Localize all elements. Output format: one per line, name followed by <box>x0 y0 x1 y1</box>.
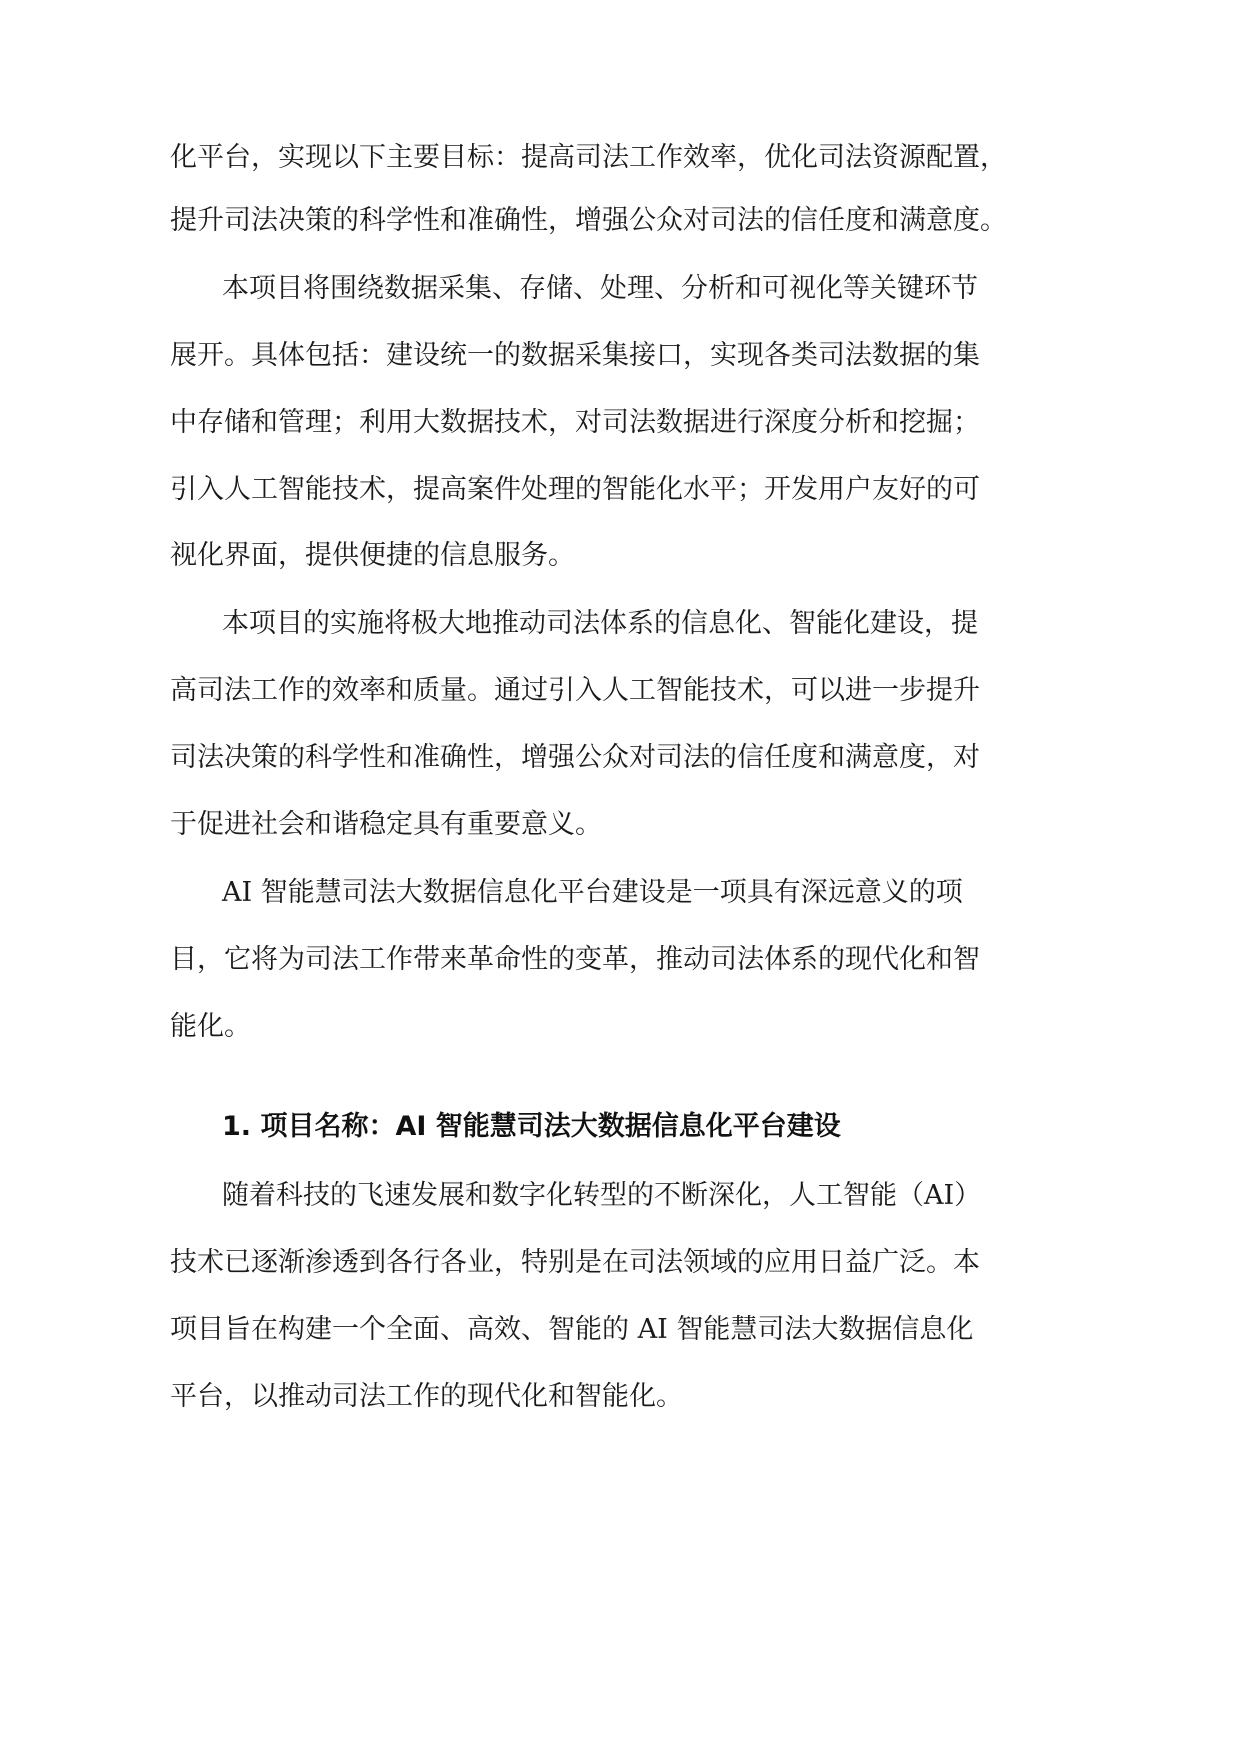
paragraph-line: 视化界面，提供便捷的信息服务。 <box>170 540 575 571</box>
paragraph-line: 化平台，实现以下主要目标：提高司法工作效率，优化司法资源配置， <box>170 142 1007 173</box>
paragraph-line: AI 智能慧司法大数据信息化平台建设是一项具有深远意义的项 <box>222 877 963 908</box>
paragraph-line: 于促进社会和谐稳定具有重要意义。 <box>170 809 602 840</box>
paragraph-line: 高司法工作的效率和质量。通过引入人工智能技术，可以进一步提升 <box>170 675 980 706</box>
paragraph-line: 目，它将为司法工作带来革命性的变革，推动司法体系的现代化和智 <box>170 944 980 975</box>
paragraph-line: 中存储和管理；利用大数据技术，对司法数据进行深度分析和挖掘； <box>170 407 980 438</box>
paragraph-line: 能化。 <box>170 1011 251 1042</box>
paragraph-line: 本项目将围绕数据采集、存储、处理、分析和可视化等关键环节 <box>222 273 978 304</box>
paragraph-line: 本项目的实施将极大地推动司法体系的信息化、智能化建设，提 <box>222 608 978 639</box>
paragraph-line: 项目旨在构建一个全面、高效、智能的 AI 智能慧司法大数据信息化 <box>170 1314 974 1345</box>
paragraph-line: 司法决策的科学性和准确性，增强公众对司法的信任度和满意度，对 <box>170 742 980 773</box>
paragraph-line: 平台，以推动司法工作的现代化和智能化。 <box>170 1381 683 1412</box>
paragraph-line: 展开。具体包括：建设统一的数据采集接口，实现各类司法数据的集 <box>170 340 980 371</box>
paragraph-line: 技术已逐渐渗透到各行各业，特别是在司法领域的应用日益广泛。本 <box>170 1247 980 1278</box>
paragraph-line: 提升司法决策的科学性和准确性，增强公众对司法的信任度和满意度。 <box>170 205 1007 236</box>
section-heading: 1. 项目名称：AI 智能慧司法大数据信息化平台建设 <box>222 1111 841 1142</box>
paragraph-line: 引入人工智能技术，提高案件处理的智能化水平；开发用户友好的可 <box>170 474 980 505</box>
paragraph-line: 随着科技的飞速发展和数字化转型的不断深化，人工智能（AI） <box>222 1180 982 1211</box>
